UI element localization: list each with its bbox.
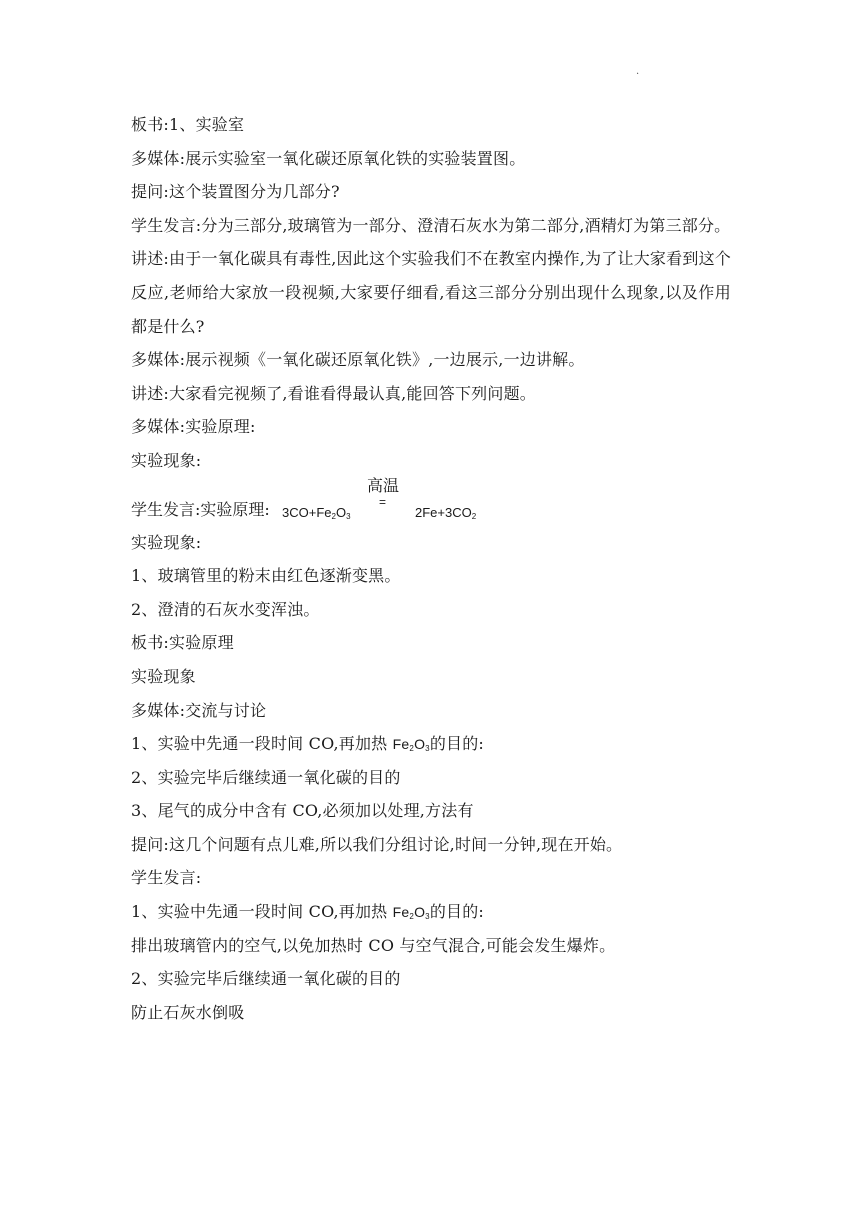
reaction-condition: 高温 [367,475,400,495]
text-line: 防止石灰水倒吸 [131,1002,245,1022]
text-line: 板书:实验原理 [131,633,234,653]
reactant-text: 3CO+Fe [282,504,332,520]
equation-lead: 学生发言:实验原理: [131,499,270,519]
text-line: 实验现象 [131,666,196,686]
text-line: 板书:1、实验室 [131,115,245,134]
subscript: 3 [346,511,351,521]
text-line: 2、澄清的石灰水变浑浊。 [131,599,320,619]
equals-sign: = [379,494,387,509]
formula-text: O [414,736,426,753]
subscript: 2 [331,511,336,521]
equation-reactants [282,505,351,525]
text-line: 多媒体:交流与讨论 [131,700,267,720]
subscript: 3 [425,912,430,922]
text-line: 提问:这个装置图分为几部分? [131,182,340,202]
reactant-text: O [335,504,347,520]
subscript: 3 [425,744,430,754]
text-line: 排出玻璃管内的空气,以免加热时 CO 与空气混合,可能会发生爆炸。 [131,935,616,955]
reaction-equation-line [131,475,731,526]
question-text: 的目的: [429,902,485,922]
formula-text: Fe [392,736,410,753]
text-line: 2、实验完毕后继续通一氧化碳的目的 [131,767,401,787]
text-line: 2、实验完毕后继续通一氧化碳的目的 [131,969,401,989]
text-line: 多媒体:展示实验室一氧化碳还原氧化铁的实验装置图。 [131,148,526,168]
text-line: 多媒体:展示视频《一氧化碳还原氧化铁》,一边展示,一边讲解。 [131,350,585,370]
question-text: 1、实验中先通一段时间 CO,再加热 [131,902,393,922]
text-line: 3、尾气的成分中含有 CO,必须加以处理,方法有 [131,801,474,821]
text-line: 学生发言: [131,868,202,888]
text-line: 实验现象: [131,532,202,552]
text-line: 提问:这几个问题有点儿难,所以我们分组讨论,时间一分钟,现在开始。 [131,834,623,854]
text-paragraph: 讲述:由于一氧化碳具有毒性,因此这个实验我们不在教室内操作,为了让大家看到这个反应,老师给大家放一段视频,大家要仔细看,看这三部分分别出现什么现象,以及作用都是什么? [131,249,731,336]
product-text: 2Fe+3CO [415,504,472,520]
text-line: 实验现象: [131,450,202,470]
question-line [131,727,731,761]
question-line [131,895,731,929]
subscript: 2 [409,912,415,922]
equation-products [415,505,476,525]
text-line: 多媒体:实验原理: [131,417,256,437]
question-text: 的目的: [429,734,485,754]
formula [393,736,430,752]
formula-text: Fe [392,904,410,921]
text-line: 讲述:大家看完视频了,看谁看得最认真,能回答下列问题。 [131,383,536,403]
text-paragraph: 学生发言:分为三部分,玻璃管为一部分、澄清石灰水为第二部分,酒精灯为第三部分。 [131,215,731,235]
subscript: 2 [471,511,477,521]
question-text: 1、实验中先通一段时间 CO,再加热 [131,734,393,754]
formula [393,904,430,920]
corner-mark: . [636,66,640,77]
document-body [131,108,731,1029]
text-line: 1、玻璃管里的粉末由红色逐渐变黑。 [131,566,401,586]
formula-text: O [414,904,426,921]
subscript: 2 [409,744,415,754]
